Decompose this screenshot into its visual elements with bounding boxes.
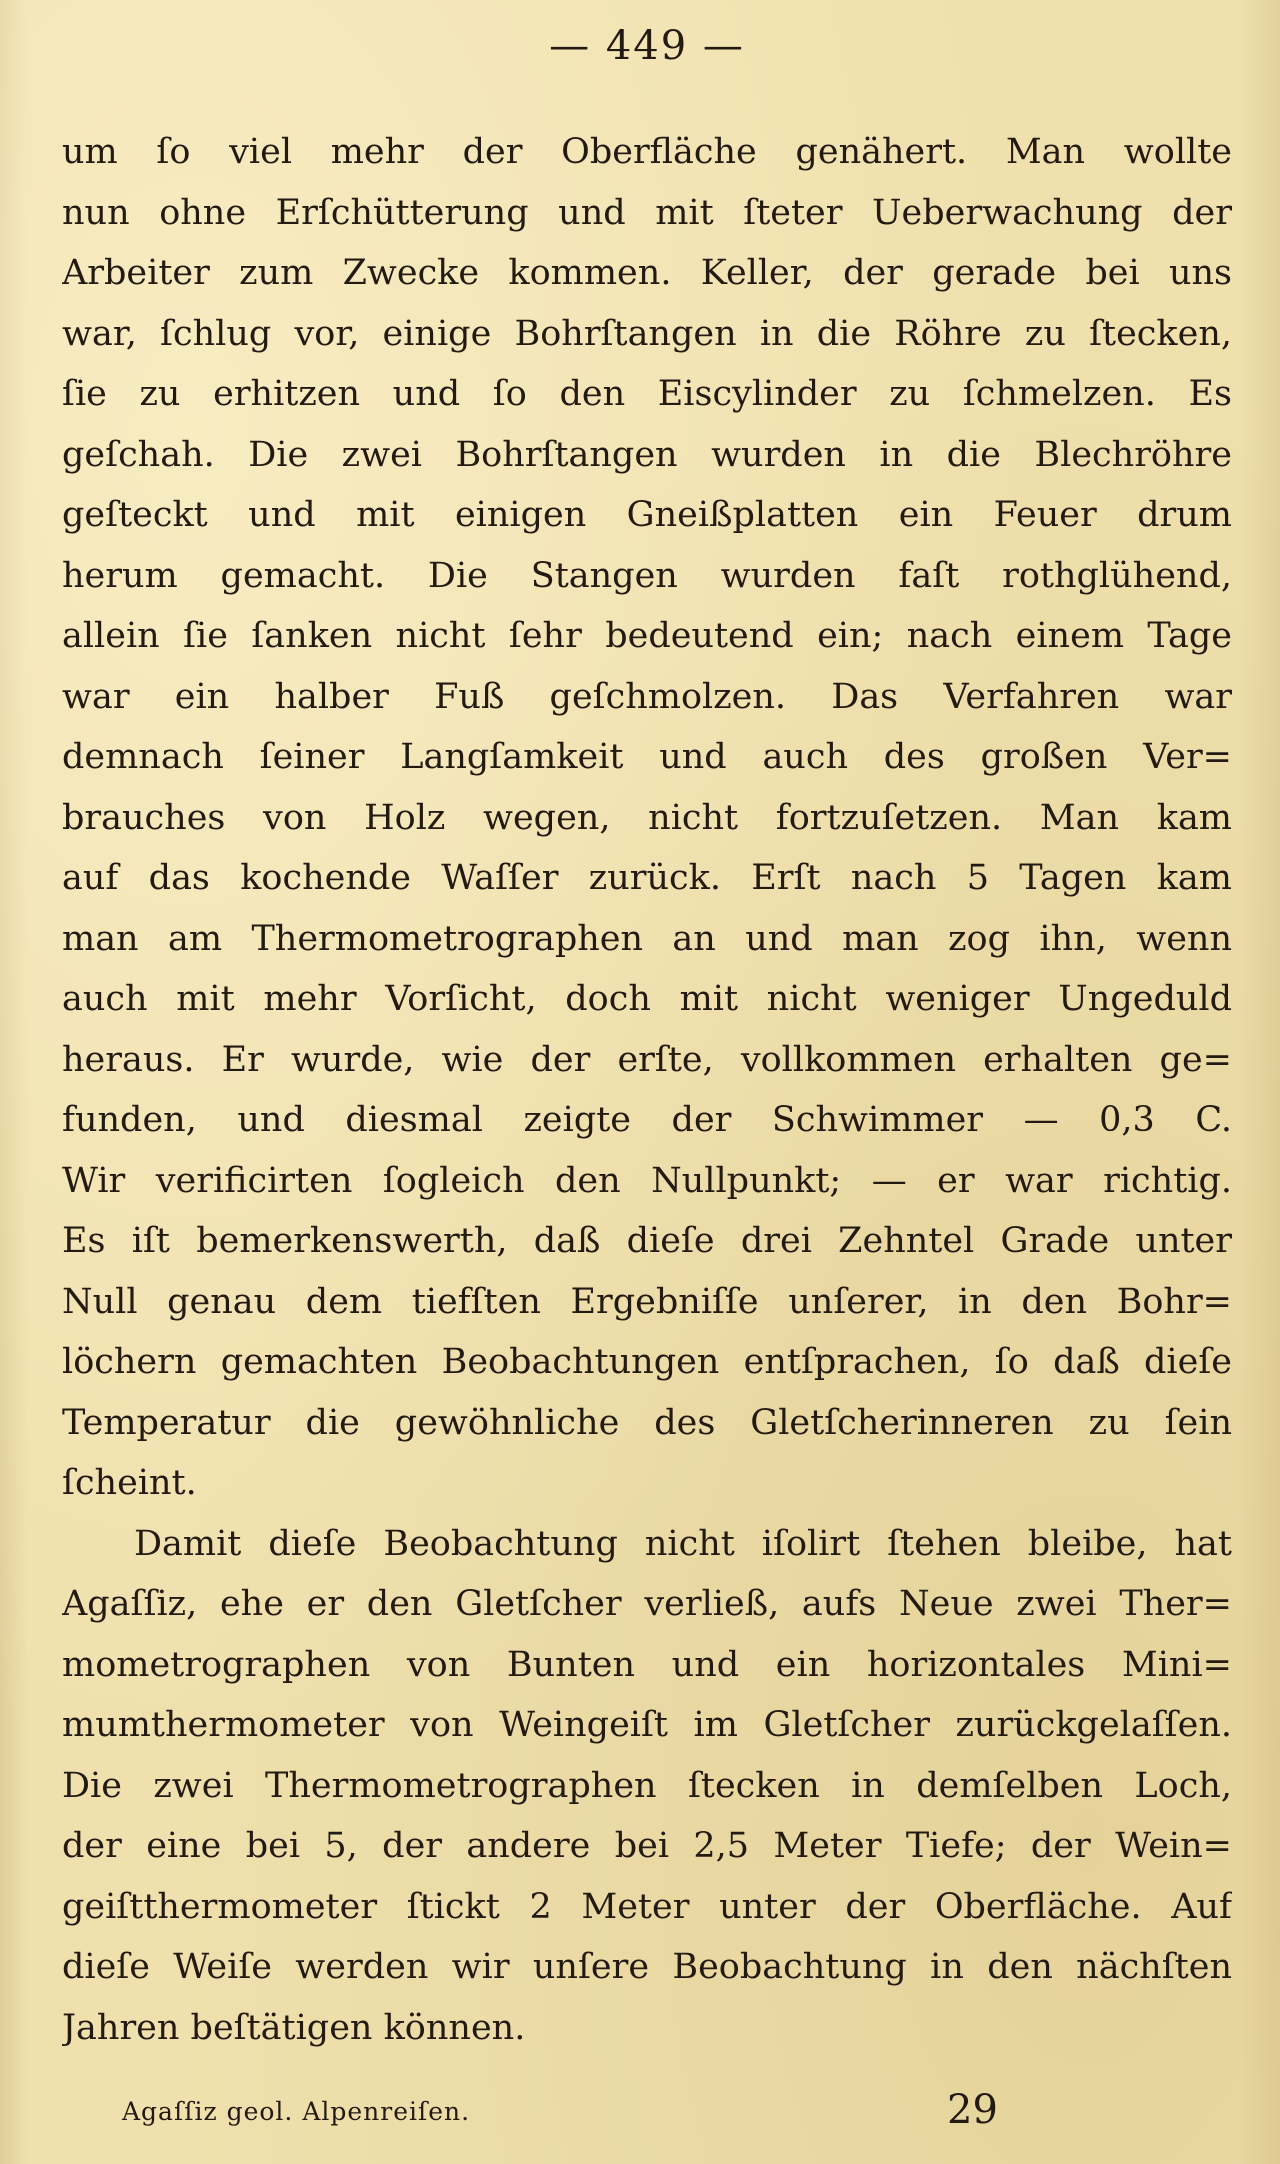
text-line: Jahren beſtätigen können.	[62, 2007, 526, 2048]
text-line: heraus. Er wurde, wie der erſte, vollkommen erhalten ge=	[62, 1039, 1232, 1080]
running-head: — 449 —	[549, 23, 745, 69]
text-line: brauches von Holz wegen, nicht fortzuſetzen. Man kam	[62, 797, 1232, 838]
text-line: funden, und diesmal zeigte der Schwimmer — 0,3 C.	[62, 1100, 1232, 1140]
book-page	[62, 18, 1232, 2148]
text-line: löchern gemachten Beobachtungen entſprachen, ſo daß dieſe	[62, 1342, 1232, 1382]
text-line: Es iſt bemerkenswerth, daß dieſe drei Zehntel Grade unter	[62, 1221, 1232, 1261]
text-line: ſie zu erhitzen und ſo den Eiscylinder zu ſchmelzen. Es	[62, 374, 1232, 414]
text-line: auf das kochende Waſſer zurück. Erſt nach 5 Tagen kam	[62, 858, 1232, 898]
text-line: allein ſie ſanken nicht ſehr bedeutend ein; nach einem Tage	[62, 616, 1232, 656]
text-line: geſteckt und mit einigen Gneißplatten ein Feuer drum	[62, 495, 1232, 535]
text-line: mumthermometer von Weingeiſt im Gletſcher zurückgelaſſen.	[62, 1705, 1232, 1745]
text-line: dieſe Weiſe werden wir unſere Beobachtung in den nächſten	[62, 1947, 1232, 1987]
signature-mark: Agaſſiz geol. Alpenreiſen.	[122, 2097, 471, 2126]
body-text	[62, 122, 1232, 2058]
text-line: Null genau dem tiefſten Ergebniſſe unſerer, in den Bohr=	[62, 1281, 1232, 1322]
paragraph-1	[62, 122, 1232, 1514]
text-line: um ſo viel mehr der Oberfläche genähert. Man wollte	[62, 132, 1232, 172]
text-line: der eine bei 5, der andere bei 2,5 Meter Tiefe; der Wein=	[62, 1826, 1232, 1866]
text-line: Agaſſiz, ehe er den Gletſcher verließ, aufs Neue zwei Ther=	[62, 1584, 1232, 1624]
text-line: Die zwei Thermometrographen ſtecken in demſelben Loch,	[62, 1765, 1232, 1806]
text-line: war, ſchlug vor, einige Bohrſtangen in die Röhre zu ſtecken,	[62, 313, 1232, 354]
page-number: 29	[947, 2087, 998, 2133]
text-line: geiſtthermometer ſtickt 2 Meter unter der Oberfläche. Auf	[62, 1886, 1232, 1927]
text-line: Arbeiter zum Zwecke kommen. Keller, der gerade bei uns	[62, 253, 1232, 293]
text-line: war ein halber Fuß geſchmolzen. Das Verfahren war	[62, 676, 1232, 717]
text-line: auch mit mehr Vorſicht, doch mit nicht weniger Ungeduld	[62, 979, 1232, 1019]
text-line: demnach ſeiner Langſamkeit und auch des großen Ver=	[62, 737, 1232, 777]
text-line: geſchah. Die zwei Bohrſtangen wurden in die Blechröhre	[62, 434, 1232, 475]
text-line: herum gemacht. Die Stangen wurden faſt rothglühend,	[62, 555, 1232, 596]
text-line: ſcheint.	[62, 1463, 197, 1503]
text-line: Wir verificirten ſogleich den Nullpunkt; — er war richtig.	[62, 1160, 1232, 1201]
text-line: Damit dieſe Beobachtung nicht iſolirt ſtehen bleibe, hat	[134, 1523, 1232, 1564]
text-line: Temperatur die gewöhnliche des Gletſcherinneren zu ſein	[62, 1402, 1232, 1443]
paragraph-2	[62, 1514, 1232, 2059]
text-line: man am Thermometrographen an und man zog ihn, wenn	[62, 918, 1232, 959]
text-line: nun ohne Erſchütterung und mit ſteter Ueberwachung der	[62, 192, 1232, 233]
text-line: mometrographen von Bunten und ein horizontales Mini=	[62, 1644, 1232, 1685]
page-footer	[62, 2082, 1232, 2138]
